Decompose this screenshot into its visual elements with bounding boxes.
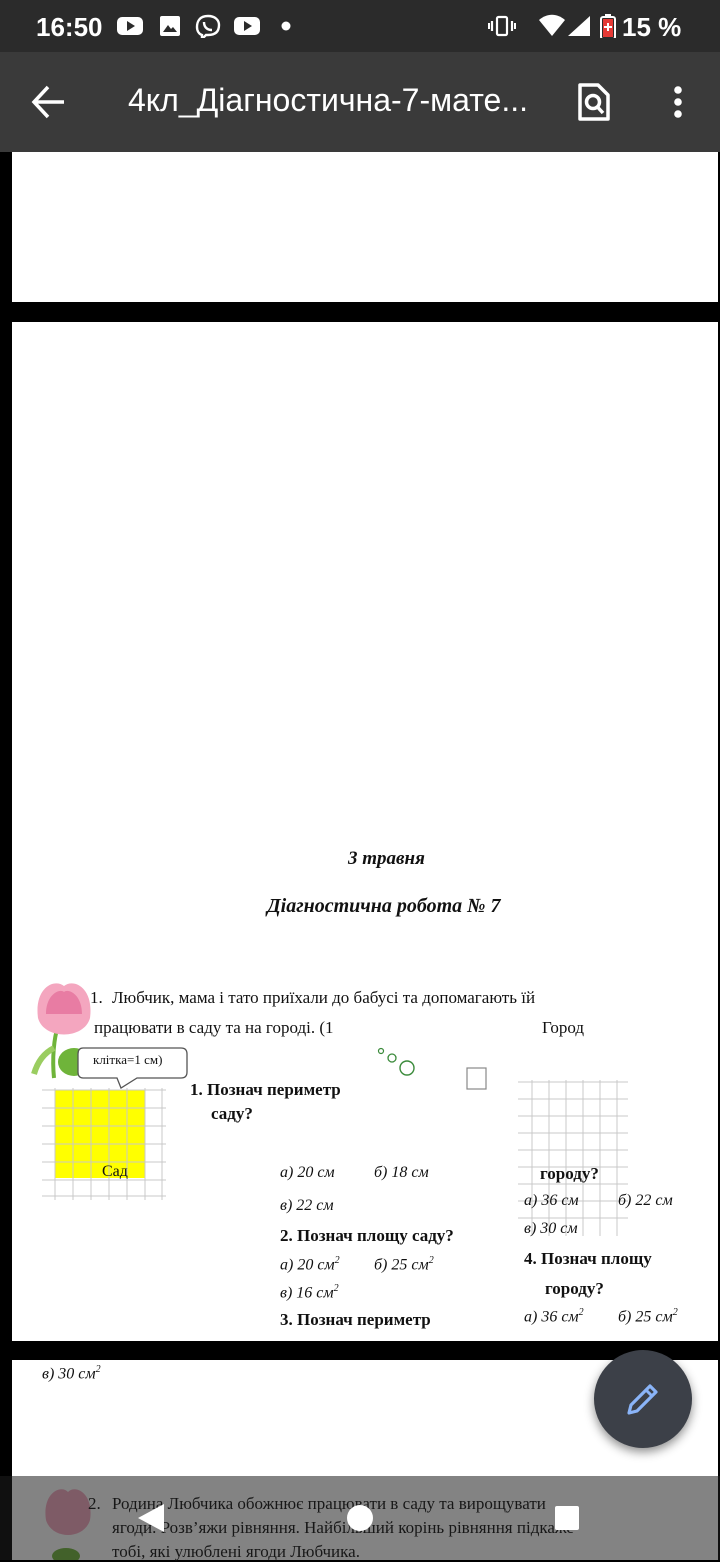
vegetable-garden-grid [518,1080,628,1236]
q4-option-b: б) 25 $см^2$ [618,1307,678,1326]
document-date: 3 травня [348,848,425,869]
q4-line1: 4. Познач площу [524,1249,652,1268]
q3-option-b: б) 22 см [618,1192,673,1209]
status-bar [0,0,720,52]
q3-continued: городу? [540,1164,599,1183]
q3-option-a: а) 36 см [524,1192,579,1209]
youtube-icon [233,14,261,38]
q1-option-b: б) 18 см [374,1164,429,1181]
dot-icon [280,14,292,38]
battery-icon [600,14,616,38]
document-heading: Діагностична робота № 7 [267,895,501,917]
task1-line2: працювати в саду та на городі. (1 [94,1018,334,1037]
nav-back-icon[interactable] [136,1502,166,1534]
gallery-icon [158,14,182,38]
youtube-icon [116,14,144,38]
q2-option-a: а) 20 $см^2$ [280,1255,340,1274]
more-vert-icon[interactable] [664,82,692,122]
q4-option-c: в) 30 $см^2$ [42,1364,101,1383]
nav-home-icon[interactable] [346,1504,374,1532]
vibrate-icon [488,14,516,38]
nav-recents-icon[interactable] [554,1505,580,1531]
edit-pencil-icon [623,1379,663,1419]
q1-line2: саду? [211,1104,253,1123]
q3-question: 3. Познач периметр [280,1310,431,1329]
document-page-2 [12,322,718,1341]
q4-option-a: а) 36 $см^2$ [524,1307,584,1326]
q2-option-b: б) 25 $см^2$ [374,1255,434,1274]
task1-line1: Любчик, мама і тато приїхали до бабусі та допомагають їй [112,988,536,1007]
navigation-bar [0,1476,720,1560]
q3-option-c: в) 30 см [524,1220,578,1237]
q1-option-c: в) 22 см [280,1197,334,1214]
back-arrow-icon[interactable] [28,82,68,122]
edit-button[interactable] [594,1350,692,1448]
square-icon [466,1067,488,1091]
battery-percent: 15 % [622,12,682,42]
task1-number: 1. [90,988,103,1007]
sad-label: Сад [102,1163,128,1180]
bubbles-icon [376,1046,426,1082]
q4-line2: городу? [545,1279,604,1298]
viber-icon [194,14,222,38]
q1-option-a: а) 20 см [280,1164,335,1181]
q2-question: 2. Познач площу саду? [280,1226,454,1245]
app-bar [0,52,720,152]
cell-note: клітка=1 см) [93,1052,163,1067]
status-time: 16:50 [36,12,103,42]
wifi-icon [538,14,566,38]
q2-option-c: в) 16 $см^2$ [280,1283,339,1302]
garden-label: Город [542,1018,584,1037]
document-title: 4кл_Діагностична-7-мате... [128,82,528,118]
document-page-1 [12,152,718,302]
find-in-page-icon[interactable] [576,82,612,122]
q1-line1: 1. Познач периметр [190,1080,341,1099]
garden-grid [42,1088,166,1200]
signal-icon [566,14,592,38]
